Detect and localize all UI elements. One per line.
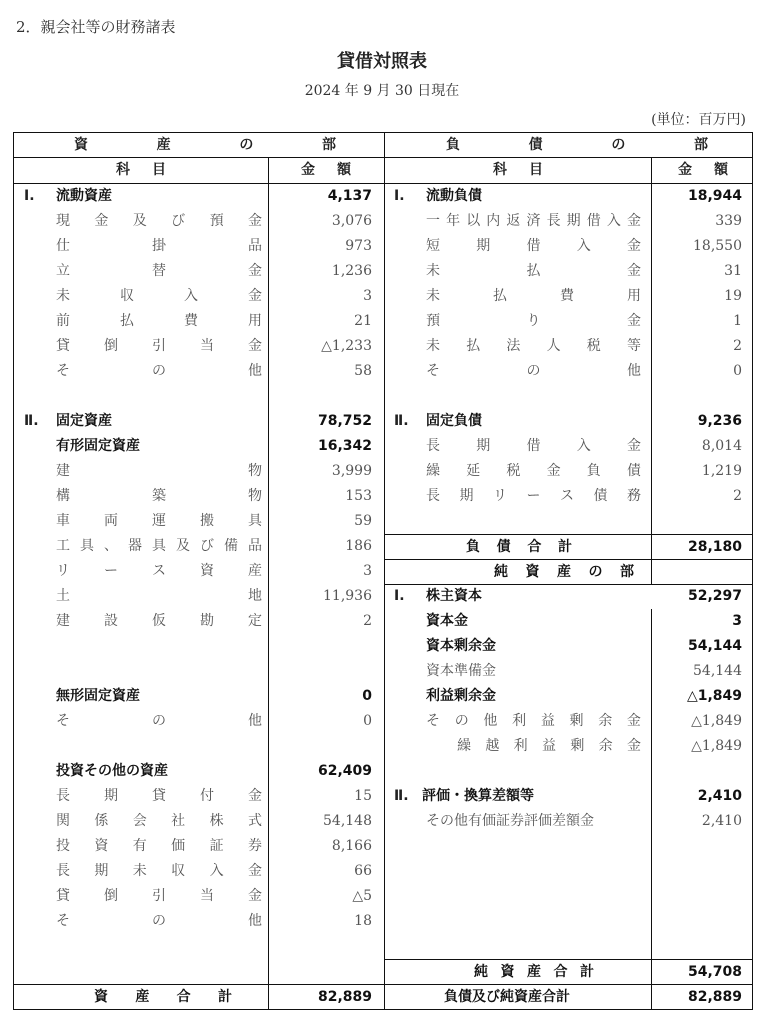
item-label: 建 物	[56, 463, 262, 479]
liab-item-col-header: 科 目	[493, 162, 543, 178]
item-amount: 66	[354, 863, 372, 879]
item-amount: 54,144	[687, 638, 742, 654]
item-amount: 4,137	[327, 188, 372, 204]
net-assets-total-row	[384, 960, 752, 985]
item-amount: 1,219	[701, 463, 742, 479]
assets-section-header: 資 産 の 部	[74, 137, 336, 153]
table-row	[14, 234, 382, 259]
item-label: 長 期 貸 付 金	[56, 788, 262, 804]
table-row	[14, 284, 382, 309]
table-row	[14, 784, 382, 809]
table-row	[384, 434, 752, 459]
as-of-date: 2024 年 9 月 30 日現在	[304, 83, 460, 99]
item-amount: 3	[732, 613, 742, 629]
item-amount: 2,410	[697, 788, 742, 804]
item-label: 長 期 リ ー ス 債 務	[426, 488, 641, 504]
item-label: 資本準備金	[426, 663, 496, 679]
item-amount: 0	[362, 688, 372, 704]
table-row	[14, 509, 382, 534]
item-label: 投 資 有 価 証 券	[56, 838, 262, 854]
item-label: その他有価証券評価差額金	[426, 813, 594, 829]
item-label: 未 収 入 金	[56, 288, 262, 304]
table-row	[14, 609, 382, 634]
item-label: 未 払 金	[426, 263, 641, 279]
table-row	[14, 859, 382, 884]
table-row	[384, 309, 752, 334]
item-amount: 78,752	[317, 413, 372, 429]
item-label: 資本剰余金	[426, 638, 496, 654]
legal-capital-surplus-row	[384, 659, 752, 684]
item-label: 無形固定資産	[56, 688, 140, 704]
item-label: そ の 他	[56, 713, 262, 729]
total-amount: 82,889	[317, 989, 372, 1005]
assets-total-row	[14, 985, 382, 1010]
item-label: 固定負債	[426, 413, 482, 429]
fixed-assets-row	[14, 409, 382, 434]
item-amount: 2	[733, 488, 742, 504]
balance-sheet-table	[13, 132, 753, 1010]
roman-numeral: Ⅱ.	[24, 413, 39, 429]
item-amount: 3	[363, 563, 372, 579]
item-amount: 31	[724, 263, 742, 279]
fixed-liabilities-row	[384, 409, 752, 434]
item-amount: 3,076	[331, 213, 372, 229]
table-row	[14, 559, 382, 584]
item-label: 長 期 借 入 金	[426, 438, 641, 454]
table-row	[14, 334, 382, 359]
item-amount: 18	[354, 913, 372, 929]
net-assets-section-header	[384, 560, 752, 585]
liabilities-total-row	[384, 535, 752, 560]
assets-amount-col-header: 金 額	[301, 162, 351, 178]
item-amount: 973	[345, 238, 372, 254]
valuation-row	[384, 784, 752, 809]
item-label: 資本金	[426, 613, 468, 629]
item-amount: △1,849	[691, 738, 742, 754]
other-retained-earnings-row	[384, 709, 752, 734]
table-row	[14, 309, 382, 334]
item-amount: 8,014	[701, 438, 742, 454]
item-amount: 11,936	[323, 588, 372, 604]
item-amount: 2	[733, 338, 742, 354]
item-amount: 0	[363, 713, 372, 729]
item-label: 工 具 、 器 具 及 び 備 品	[56, 538, 262, 554]
item-label: そ の 他	[56, 363, 262, 379]
item-amount: 62,409	[317, 763, 372, 779]
item-label: 関 係 会 社 株 式	[56, 813, 262, 829]
item-label: 土 地	[56, 588, 262, 604]
item-amount: 52,297	[687, 588, 742, 604]
item-label: 繰 越 利 益 剰 余 金	[457, 738, 641, 754]
item-amount: 54,144	[693, 663, 742, 679]
table-row	[384, 334, 752, 359]
item-label: 仕 掛 品	[56, 238, 262, 254]
roman-numeral: Ⅰ.	[394, 588, 405, 604]
table-row	[14, 259, 382, 284]
item-amount: △1,233	[321, 338, 372, 354]
total-amount: 28,180	[687, 539, 742, 555]
current-liabilities-row	[384, 184, 752, 209]
item-label: 車 両 運 搬 具	[56, 513, 262, 529]
item-label: 貸 倒 引 当 金	[56, 888, 262, 904]
item-label: 投資その他の資産	[56, 763, 168, 779]
roman-numeral: Ⅱ.	[394, 413, 409, 429]
current-assets-row	[14, 184, 382, 209]
assets-item-col-header: 科 目	[116, 162, 166, 178]
table-row	[384, 209, 752, 234]
table-row	[14, 534, 382, 559]
table-row	[14, 484, 382, 509]
item-amount: 18,944	[687, 188, 742, 204]
item-amount: 2,410	[701, 813, 742, 829]
total-label: 負 債 合 計	[466, 539, 572, 555]
liabilities-section-header: 負 債 の 部	[446, 137, 708, 153]
item-label: 未 払 費 用	[426, 288, 641, 304]
tangible-assets-row	[14, 434, 382, 459]
item-amount: 3	[363, 288, 372, 304]
item-amount: 15	[354, 788, 372, 804]
item-label: 現 金 及 び 預 金	[56, 213, 262, 229]
item-amount: 3,999	[331, 463, 372, 479]
item-amount: 58	[354, 363, 372, 379]
item-label: そ の 他	[56, 913, 262, 929]
item-amount: 21	[354, 313, 372, 329]
retained-earnings-forward-row	[384, 734, 752, 759]
item-label: 建 設 仮 勘 定	[56, 613, 262, 629]
item-amount: 186	[345, 538, 372, 554]
total-label: 負債及び純資産合計	[444, 989, 570, 1005]
item-label: 有形固定資産	[56, 438, 140, 454]
item-label: 流動負債	[426, 188, 482, 204]
item-label: 流動資産	[56, 188, 112, 204]
item-label: 繰 延 税 金 負 債	[426, 463, 641, 479]
item-amount: 2	[363, 613, 372, 629]
retained-earnings-row	[384, 684, 752, 709]
item-label: 評価・換算差額等	[422, 788, 534, 804]
item-amount: 9,236	[697, 413, 742, 429]
total-label: 純 資 産 の 部	[494, 564, 634, 580]
table-row	[384, 459, 752, 484]
valuation-item-row	[384, 809, 752, 834]
item-label: 利益剰余金	[426, 688, 496, 704]
table-row	[384, 359, 752, 384]
item-label: そ の 他 利 益 剰 余 金	[426, 713, 641, 729]
table-row	[14, 584, 382, 609]
item-label: 一 年 以 内 返 済 長 期 借 入 金	[426, 213, 641, 229]
capital-stock-row	[384, 609, 752, 634]
table-row	[384, 234, 752, 259]
intangible-assets-row	[14, 684, 382, 709]
item-label: 前 払 費 用	[56, 313, 262, 329]
liab-amount-col-header: 金 額	[678, 162, 728, 178]
item-amount: 1	[733, 313, 742, 329]
item-amount: △1,849	[686, 688, 742, 704]
item-amount: △1,849	[691, 713, 742, 729]
table-row	[14, 809, 382, 834]
table-row	[14, 884, 382, 909]
grand-total-row	[384, 985, 752, 1010]
item-amount: 1,236	[331, 263, 372, 279]
total-amount: 54,708	[687, 964, 742, 980]
shareholders-equity-row	[384, 584, 752, 609]
capital-surplus-row	[384, 634, 752, 659]
table-row	[14, 459, 382, 484]
item-amount: 16,342	[317, 438, 372, 454]
roman-numeral: Ⅰ.	[24, 188, 35, 204]
item-label: 貸 倒 引 当 金	[56, 338, 262, 354]
total-label: 資 産 合 計	[94, 989, 232, 1005]
table-row	[14, 359, 382, 384]
item-amount: 54,148	[323, 813, 372, 829]
item-label: 構 築 物	[56, 488, 262, 504]
item-amount: 8,166	[331, 838, 372, 854]
section-heading: 2．親会社等の財務諸表	[16, 18, 176, 36]
roman-numeral: Ⅰ.	[394, 188, 405, 204]
item-label: そ の 他	[426, 363, 641, 379]
table-row	[384, 284, 752, 309]
item-amount: 59	[354, 513, 372, 529]
total-amount: 82,889	[687, 989, 742, 1005]
item-amount: 19	[724, 288, 742, 304]
item-label: 未 払 法 人 税 等	[426, 338, 641, 354]
item-label: 固定資産	[56, 413, 112, 429]
table-row	[14, 834, 382, 859]
total-label: 純 資 産 合 計	[474, 964, 594, 980]
item-amount: △5	[352, 888, 372, 904]
item-amount: 18,550	[693, 238, 742, 254]
table-row	[384, 259, 752, 284]
unit-label: (単位：百万円)	[651, 112, 746, 128]
item-label: 短 期 借 入 金	[426, 238, 641, 254]
item-label: 長 期 未 収 入 金	[56, 863, 262, 879]
item-amount: 0	[733, 363, 742, 379]
item-label: 預 り 金	[426, 313, 641, 329]
investments-row	[14, 759, 382, 784]
item-label: リ ー ス 資 産	[56, 563, 262, 579]
item-amount: 339	[715, 213, 742, 229]
table-row	[14, 709, 382, 734]
item-amount: 153	[345, 488, 372, 504]
table-row	[14, 209, 382, 234]
item-label: 立 替 金	[56, 263, 262, 279]
roman-numeral: Ⅱ.	[394, 788, 409, 804]
table-row	[384, 484, 752, 509]
table-row	[14, 909, 382, 934]
page-title: 貸借対照表	[337, 51, 427, 72]
item-label: 株主資本	[426, 588, 482, 604]
